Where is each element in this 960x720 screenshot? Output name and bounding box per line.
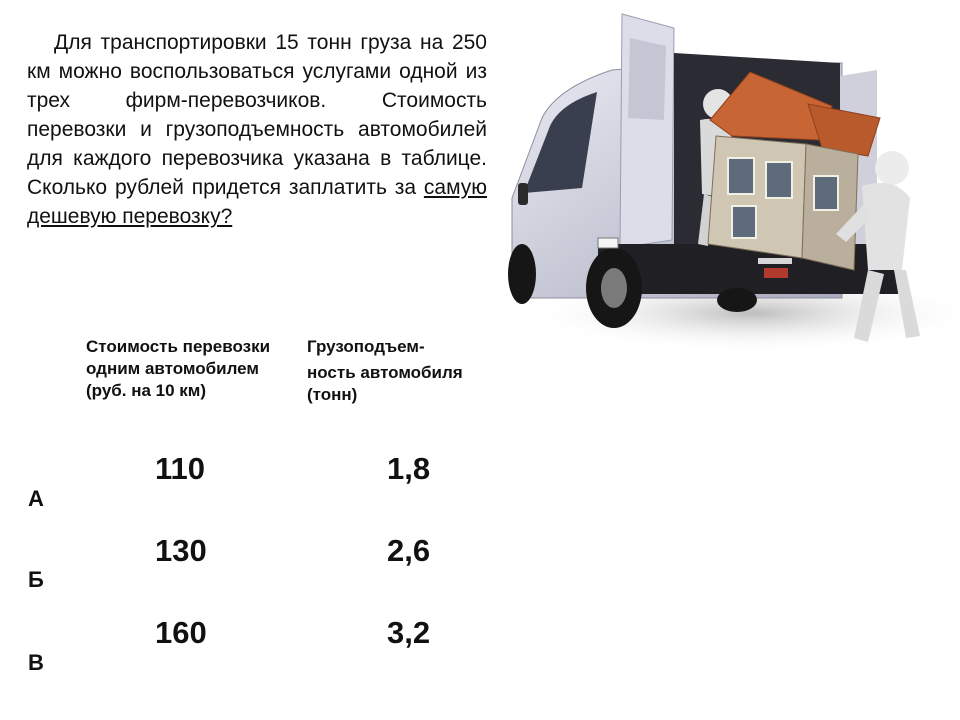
cost-cell: 110 [155,451,206,486]
header-capacity-line1: Грузоподъем- [307,337,425,356]
van-house-image [502,8,960,360]
row-label-a: А [28,486,44,511]
problem-question-underlined: самую дешевую перевозку? [27,176,487,228]
header-capacity [307,336,507,406]
row-label-v: В [28,650,44,675]
header-cost: Стоимость перевозки одним автомобилем (руб. на 10 км) [86,337,271,400]
capacity-cell: 2,6 [387,533,431,568]
cost-cell: 160 [155,615,207,650]
row-label-b: Б [28,567,44,592]
van-illustration [502,8,960,360]
capacity-cell: 3,2 [387,615,431,650]
cost-cell: 130 [155,533,207,568]
header-capacity-line2: ность автомобиля (тонн) [307,363,463,404]
problem-statement [27,28,487,231]
problem-text: Для транспортировки 15 тонн груза на 250 км можно воспользоваться услугами одной из трех фирм-перевозчиков. Стоимость перевозки и грузоподъемность автомобилей для каждого перевозчика указана в таблице. Сколько рублей придется заплатить за [27,31,487,199]
capacity-cell: 1,8 [387,451,431,486]
